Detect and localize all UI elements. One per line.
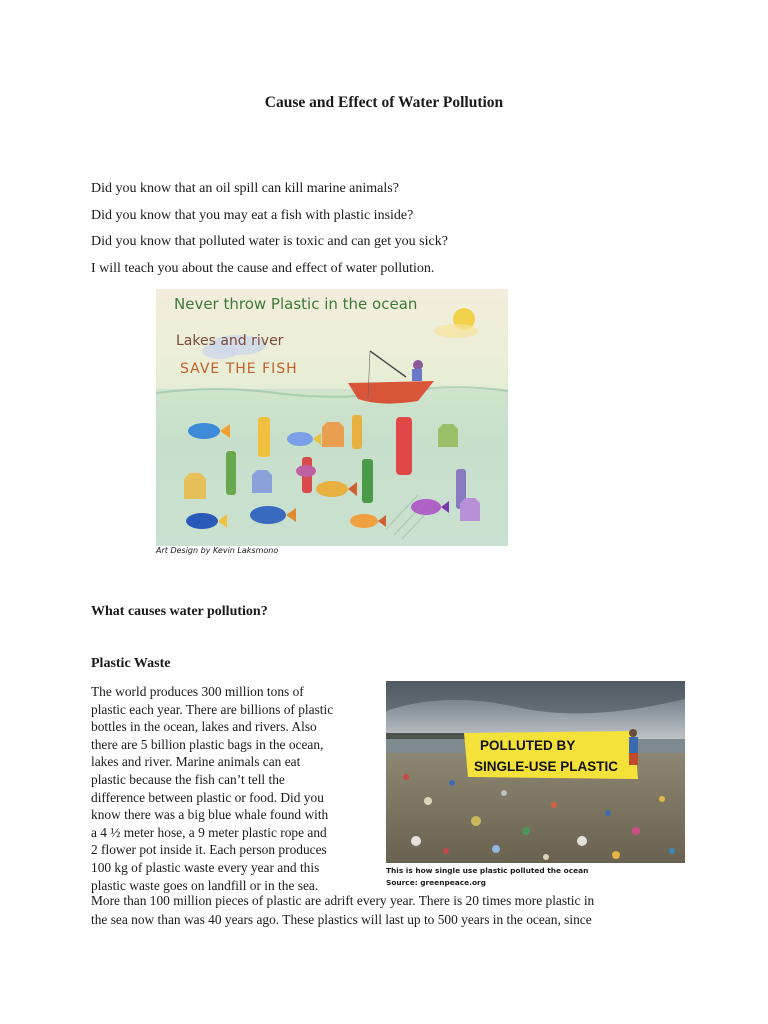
paragraph-line: 100 kg of plastic waste every year and this xyxy=(91,859,320,875)
paragraph-line: difference between plastic or food. Did you xyxy=(91,789,324,805)
banner-text-line1: POLLUTED BY xyxy=(480,738,576,753)
intro-line: Did you know that you may eat a fish with plastic inside? xyxy=(91,207,414,223)
paragraph-line: bottles in the ocean, lakes and rivers. Also xyxy=(91,719,317,735)
intro-line: Did you know that an oil spill can kill marine animals? xyxy=(91,181,399,196)
child-drawing-image xyxy=(156,289,508,546)
paragraph-line: lakes and river. Marine animals can eat xyxy=(91,754,301,770)
plastic-waste-heading: Plastic Waste xyxy=(91,656,171,671)
drawing-text-line2: Lakes and river xyxy=(176,333,284,349)
beach-pollution-photo xyxy=(386,681,685,863)
drawing-text-line3: SAVE THE FISH xyxy=(180,361,298,377)
plastic-waste-paragraph xyxy=(91,683,381,894)
paragraph-line: The world produces 300 million tons of xyxy=(91,684,304,699)
person-figure xyxy=(629,729,638,765)
paragraph-line: More than 100 million pieces of plastic are adrift every year. There is 20 times more plastic in xyxy=(91,893,595,908)
photo-source: Source: greenpeace.org xyxy=(386,877,486,887)
paragraph-line: plastic waste goes on landfill or in the sea. xyxy=(91,877,319,893)
protest-banner xyxy=(464,731,638,779)
drawing-text-line1: Never throw Plastic in the ocean xyxy=(174,295,418,313)
plastic-waste-paragraph-continued xyxy=(91,892,691,929)
paragraph-line: a 4 ½ meter hose, a 9 meter plastic rope and xyxy=(91,824,327,840)
drawing-credit: Art Design by Kevin Laksmono xyxy=(156,546,279,555)
paragraph-line: plastic each year. There are billions of plastic xyxy=(91,701,334,717)
banner-text-line2: SINGLE-USE PLASTIC xyxy=(474,759,619,774)
causes-heading: What causes water pollution? xyxy=(91,604,268,619)
photo-caption-text: This is how single use plastic polluted the ocean xyxy=(386,866,589,875)
paragraph-line: know there was a big blue whale found with xyxy=(91,807,329,823)
intro-line: I will teach you about the cause and effect of water pollution. xyxy=(91,260,435,276)
paragraph-line: the sea now than was 40 years ago. These plastics will last up to 500 years in the ocean, since xyxy=(91,911,592,927)
intro-line: Did you know that polluted water is toxic and can get you sick? xyxy=(91,234,448,249)
paragraph-line: 2 flower pot inside it. Each person produces xyxy=(91,842,327,858)
intro-questions xyxy=(91,176,691,282)
paragraph-line: there are 5 billion plastic bags in the ocean, xyxy=(91,736,324,752)
photo-caption xyxy=(386,865,588,888)
paragraph-line: plastic because the fish can’t tell the xyxy=(91,771,285,787)
page-title: Cause and Effect of Water Pollution xyxy=(264,94,504,111)
